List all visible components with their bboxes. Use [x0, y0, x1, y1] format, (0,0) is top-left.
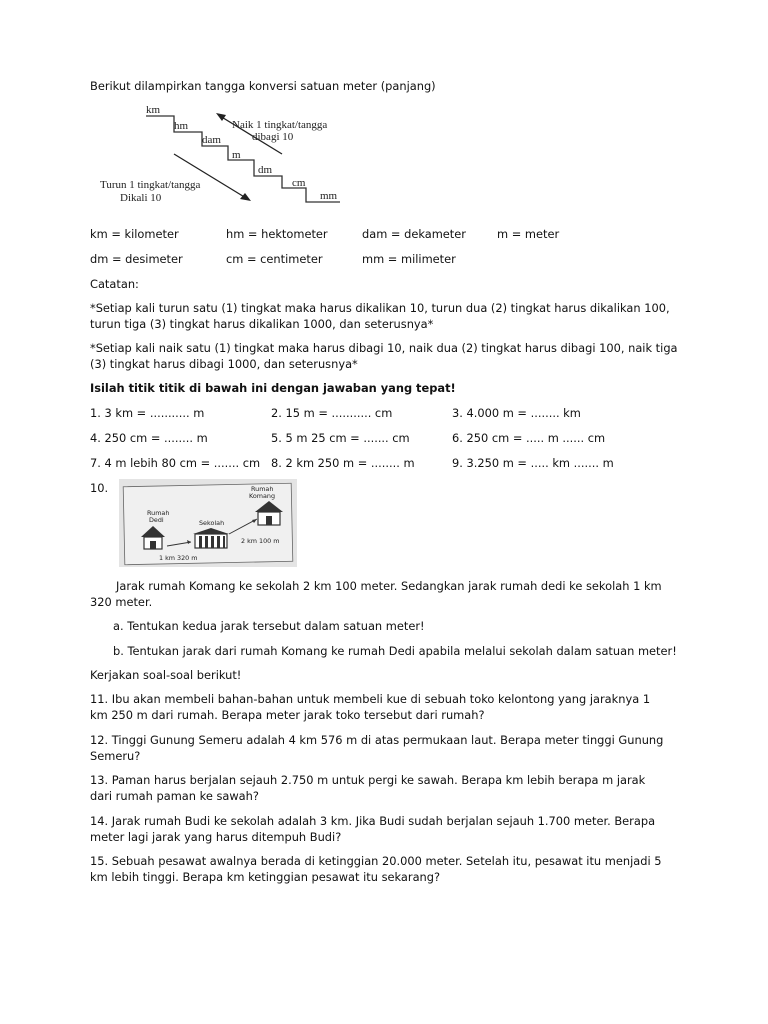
fill-item-5: 5. 5 m 25 cm = ....... cm — [271, 431, 410, 445]
up-label-2: dibagi 10 — [252, 131, 294, 143]
conversion-staircase-figure — [96, 102, 348, 210]
stair-unit-dm: dm — [258, 164, 273, 176]
abbrev-dm: dm = desimeter — [90, 252, 183, 266]
up-label-1: Naik 1 tingkat/tangga — [232, 119, 328, 131]
map-dedi-label-1: Rumah — [147, 509, 170, 517]
fill-item-7: 7. 4 m lebih 80 cm = ....... cm — [90, 456, 261, 470]
stair-unit-cm: cm — [292, 177, 306, 189]
abbrev-cm: cm = centimeter — [226, 252, 323, 266]
map-dedi-label-2: Dedi — [149, 516, 164, 524]
question-15: 15. Sebuah pesawat awalnya berada di ketinggian 20.000 meter. Setelah itu, pesawat itu menjadi 5 km lebih tinggi. Berapa km ketinggian pesawat itu sekarang? — [90, 854, 662, 884]
question-13: 13. Paman harus berjalan sejauh 2.750 m untuk pergi ke sawah. Berapa km lebih berapa m jarak dari rumah paman ke sawah? — [90, 773, 646, 803]
question-11: 11. Ibu akan membeli bahan-bahan untuk membeli kue di sebuah toko kelontong yang jaraknya 1 km 250 m dari rumah. Berapa meter jarak toko tersebut dari rumah? — [90, 692, 651, 722]
stair-unit-mm: mm — [320, 190, 338, 202]
down-arrow-head — [240, 193, 251, 201]
q10-a: a. Tentukan kedua jarak tersebut dalam satuan meter! — [113, 619, 425, 633]
fill-item-9: 9. 3.250 m = ..... km ....... m — [452, 456, 614, 470]
q10-text: Jarak rumah Komang ke sekolah 2 km 100 meter. Sedangkan jarak rumah dedi ke sekolah 1 km 320 meter. — [90, 579, 662, 609]
fill-item-1: 1. 3 km = ........... m — [90, 406, 205, 420]
q10-number: 10. — [90, 481, 109, 495]
intro-text: Berikut dilampirkan tangga konversi satuan meter (panjang) — [90, 79, 436, 93]
stair-unit-hm: hm — [174, 120, 189, 132]
distance-map-figure — [119, 479, 297, 567]
abbrev-hm: hm = hektometer — [226, 227, 328, 241]
question-12: 12. Tinggi Gunung Semeru adalah 4 km 576 m di atas permukaan laut. Berapa meter tinggi Gunung Semeru? — [90, 733, 664, 763]
catatan-heading: Catatan: — [90, 277, 139, 291]
note-turun: *Setiap kali turun satu (1) tingkat maka harus dikalikan 10, turun dua (2) tingkat harus dikalikan 100, turun tiga (3) tingkat harus dikalikan 1000, dan seterusnya* — [90, 301, 670, 331]
down-label-1: Turun 1 tingkat/tangga — [100, 179, 201, 191]
fill-item-3: 3. 4.000 m = ........ km — [452, 406, 581, 420]
question-14: 14. Jarak rumah Budi ke sekolah adalah 3 km. Jika Budi sudah berjalan sejauh 1.700 meter. Berapa meter lagi jarak yang harus ditempuh Budi? — [90, 814, 656, 844]
stair-unit-m: m — [232, 149, 241, 161]
stair-unit-dam: dam — [202, 134, 221, 146]
fill-instruction: Isilah titik titik di bawah ini dengan jawaban yang tepat! — [90, 381, 456, 395]
map-dist-dedi: 1 km 320 m — [159, 554, 198, 562]
abbrev-mm: mm = milimeter — [362, 252, 456, 266]
abbrev-dam: dam = dekameter — [362, 227, 466, 241]
map-sekolah-label: Sekolah — [199, 519, 225, 527]
q10-b: b. Tentukan jarak dari rumah Komang ke rumah Dedi apabila melalui sekolah dalam satuan meter! — [113, 644, 677, 658]
map-komang-label-1: Rumah — [251, 485, 274, 493]
map-komang-label-2: Komang — [249, 492, 276, 500]
fill-item-2: 2. 15 m = ........... cm — [271, 406, 393, 420]
abbrev-m: m = meter — [497, 227, 560, 241]
kerjakan-heading: Kerjakan soal-soal berikut! — [90, 668, 242, 682]
abbrev-km: km = kilometer — [90, 227, 179, 241]
note-naik: *Setiap kali naik satu (1) tingkat maka harus dibagi 10, naik dua (2) tingkat harus dibagi 100, naik tiga (3) tingkat harus dibagi 1000, dan seterusnya* — [90, 341, 678, 371]
fill-item-6: 6. 250 cm = ..... m ...... cm — [452, 431, 606, 445]
fill-item-8: 8. 2 km 250 m = ........ m — [271, 456, 415, 470]
down-label-2: Dikali 10 — [120, 192, 162, 204]
up-arrow-head — [216, 113, 226, 121]
stair-unit-km: km — [146, 104, 161, 116]
fill-item-4: 4. 250 cm = ........ m — [90, 431, 208, 445]
map-dist-komang: 2 km 100 m — [241, 537, 280, 545]
